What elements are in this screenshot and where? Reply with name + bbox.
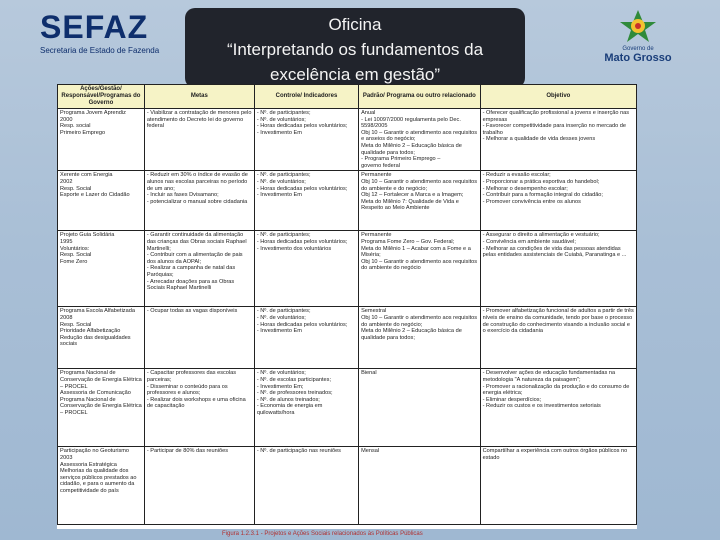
table-cell [254,231,358,307]
cell-line: - Melhorar a qualidade de vida desses jovens [482,136,596,143]
table-cell [144,109,254,171]
cell-line: Obj 10 – Garantir o atendimento aos requisitos do ambiente do negócio; [361,314,478,328]
table-cell [359,369,481,447]
table-row [58,109,637,171]
state-emblem-icon [616,8,660,44]
logo-subtitle: Secretaria de Estado de Fazenda [40,46,160,55]
cell-line: - Horas dedicadas pelos voluntários; [256,238,348,245]
table-cell [144,231,254,307]
cell-line: - Investimento Em; [256,383,304,390]
table-cell [480,109,636,171]
cell-line: - Promover a racionalização da produção e do consumo de energia elétrica; [482,383,630,397]
cell-line: Programa Nacional de Conservação de Energia Elétrica – PROCEL [60,396,142,416]
cell-line: Assessoria de Comunicação [60,390,131,397]
table-cell [58,307,145,369]
cell-line: - Nº. de voluntários; [256,178,306,185]
column-header: Objetivo [480,85,636,109]
cell-line: - potencializar o manual sobre cidadania [146,198,248,205]
cell-line: - Capacitar professores das escolas parceiras; [146,370,237,383]
cell-line: - Nº. de professores treinados; [256,390,333,397]
cell-line: - Contribuir para a formação integral do cidadão; [482,192,603,199]
cell-line: - Participar de 80% das reuniões [146,448,228,455]
cell-line: Obj 12 – Fortalecer a Marca e a Imagem; [361,192,464,199]
cell-line: Fome Zero [60,258,88,265]
cell-line: governo federal [361,162,400,169]
cell-line: - Horas dedicadas pelos voluntários; [256,123,348,130]
cell-line: - Arrecadar doações para as Obras Sociais Raphael Martinelli [146,278,235,292]
cell-line: - Garantir continuidade da alimentação das crianças das Obras sociais Raphael Martinelli; [146,232,247,252]
table-row [58,307,637,369]
table-row [58,231,637,307]
cell-line: Programa Jovem Aprendiz [60,110,126,116]
table-cell [480,447,636,525]
cell-line: Resp. Social [60,321,92,328]
social-projects-table [57,84,637,529]
cell-line: - Ocupar todas as vagas disponíveis [146,308,238,315]
table-cell [58,231,145,307]
cell-line: Programa Escola Alfabetizada [60,308,135,315]
cell-line: - Melhorar as condições de vida das pessoas atendidas pelas entidades assistenciais de Cuiabá, Paranatinga e ... [482,245,627,259]
cell-line: - Disseminar o conteúdo para os professores e alunos; [146,383,228,397]
cell-line: - Incluir as fases Dvisamano; [146,192,219,199]
cell-line: Prioridade Alfabetização [60,328,121,335]
cell-line: - Nº. de escolas participantes; [256,376,332,383]
cell-line: - Reduzir os custos e os investimentos setoriais [482,403,601,410]
cell-line: - Investimento Em [256,129,302,136]
table-cell [359,171,481,231]
cell-line: - Nº. de participantes; [256,232,311,239]
cell-line: 2008 [60,314,73,321]
cell-line: Bienal [361,370,377,377]
title-line: “Interpretando os fundamentos da [226,40,484,59]
cell-line: Primeiro Emprego [60,129,106,136]
sefaz-logo [40,10,160,70]
cell-line: - Nº. de voluntários; [256,116,306,123]
cell-line: - Realizar a campanha de natal das Paróquias; [146,265,236,278]
cell-line: - Economia de energia em quilowatts/hora [256,403,323,416]
cell-line: Melhorias da qualidade dos serviços públicos prestados ao cidadão, e para o aumento da competitividade do país [60,468,137,494]
cell-line: Redução das desigualdades sociais [60,334,131,348]
table-cell [144,307,254,369]
cell-line: - Desenvolver ações de educação fundamentadas na metodologia "A natureza da paisagem"; [482,370,616,383]
cell-line: Obj 10 – Garantir o atendimento aos requisitos do ambiente e do negócio; [361,178,478,192]
table-cell [359,307,481,369]
table-cell [480,369,636,447]
cell-line: Assessoria Estratégica [60,461,117,468]
column-header: Ações/Gestão/ Responsável/Programas do Governo [58,85,145,109]
cell-line: - Nº. de alunos treinados; [256,396,320,403]
cell-line: - Investimento Em [256,192,302,199]
cell-line: Resp. Social [60,252,92,259]
cell-line: 2002 [60,178,73,185]
government-logo [588,8,688,73]
table-cell [254,307,358,369]
cell-line: Mensal [361,448,380,455]
cell-line: 1995 [60,238,73,245]
table-row [58,369,637,447]
cell-line: Projeto Guia Solidária [60,232,115,239]
logo-text: SEFAZ [40,9,149,45]
cell-line: 2003 [60,454,73,461]
cell-line: - Assegurar o direito a alimentação e vestuário; [482,232,600,239]
cell-line: Obj 10 – Garantir o atendimento aos requisitos do ambiente do negócio [361,258,478,272]
cell-line: - Convivência em ambiente saudável; [482,238,576,245]
cell-line: Xerente com Energia [60,172,113,179]
cell-line: Programa Nacional de Conservação de Energia Elétrica – PROCEL [60,370,142,390]
cell-line: - Favorecer competitividade para inserção no mercado de trabalho [482,123,626,136]
cell-line: Meta do Milênio 1 – Acabar com a Fome e a Miséria; [361,245,471,259]
cell-line: - Promover alfabetização funcional de adultos a partir de três níveis de ensino da comunidade, tendo por base o processo de construção do conhecimento visando a inclusão social e o exercício da cidadania [482,308,634,335]
column-header: Padrão/ Programa ou outro relacionado [359,85,481,109]
cell-line: - Reduzir em 30% o índice de evasão de alunos nas escolas parceiras no período de um ano; [146,172,248,192]
cell-line: Obj 10 – Garantir o atendimento aos requisitos e anseios do negócio; [361,129,478,143]
table-cell [58,171,145,231]
cell-line: - Nº. de voluntários; [256,314,306,321]
table-cell [254,369,358,447]
cell-line: - Nº. de participantes; [256,308,311,315]
cell-line: Participação no Geoturismo [60,448,130,455]
table-row [58,171,637,231]
cell-line: - Investimento dos voluntários [256,245,332,252]
title-line: Oficina [328,15,382,34]
table-header-row [58,85,637,109]
cell-line: - Viabilizar a contratação de menores pelo atendimento do Decreto lei do governo federal [146,110,252,130]
cell-line: - Proporcionar a prática esportiva do handebol; [482,178,600,185]
column-header: Metas [144,85,254,109]
table-cell [480,171,636,231]
table-cell [144,369,254,447]
gov-label: Governo de [622,46,654,52]
cell-line: Permanente [361,172,392,179]
cell-line: - Oferecer qualificação profissional a jovens e inserção nas empresas [482,110,630,123]
cell-line: - Lei 10097/2000 regulamenta pelo Dec. 5598/2005 [361,116,461,130]
title-line: excelência em gestão” [269,65,441,84]
cell-line: - Nº. de voluntários; [256,370,306,377]
table-cell [359,109,481,171]
cell-line: - Nº. de participantes; [256,110,311,116]
table-cell [359,447,481,525]
column-header: Controle/ Indicadores [254,85,358,109]
figure-caption: Figura 1.2.3.1 - Projetos e Ações Sociais relacionados às Políticas Públicas [222,531,423,537]
cell-line: Meta do Milênio 2 – Educação básica de qualidade para todos; [361,328,462,341]
cell-line: - Reduzir a evasão escolar; [482,172,551,179]
cell-line: - Contribuir com a alimentação de pais dos alunos da AOPAI; [146,252,243,265]
cell-line: - Nº. de participação nas reuniões [256,448,341,455]
table-cell [58,369,145,447]
cell-line: Voluntários: [60,245,90,252]
cell-line: Resp. Social [60,185,92,192]
cell-line: - Investimento Em [256,328,302,335]
table-cell [254,447,358,525]
table-cell [58,447,145,525]
cell-line: Permanente [361,232,392,239]
cell-line: Programa Fome Zero – Gov. Federal; [361,238,455,245]
table-body [58,109,637,525]
table-cell [359,231,481,307]
gov-state: Mato Grosso [604,52,672,64]
cell-line: Meta do Milênio 2 – Educação básica de qualidade para todos; [361,142,462,156]
cell-line: Semestral [361,308,387,315]
cell-line: - Eliminar desperdícios; [482,396,542,403]
cell-line: Esporte e Lazer do Cidadão [60,192,130,199]
cell-line: - Nº. de participantes; [256,172,311,179]
cell-line: Resp. social [60,123,91,130]
cell-line: Compartilhar a experiência com outros órgãos públicos no estado [482,448,628,461]
cell-line: - Horas dedicadas pelos voluntários; [256,185,348,192]
cell-line: - Melhorar o desempenho escolar; [482,185,568,192]
cell-line: - Realizar dois workshops e uma oficina de capacitação [146,396,246,410]
cell-line: Meta do Milênio 7: Qualidade de Vida e Respeito ao Meio Ambiente [361,198,459,212]
cell-line: - Programa Primeiro Emprego – [361,156,441,163]
cell-line: Anual [361,110,376,116]
table-cell [144,447,254,525]
table-cell [144,171,254,231]
table-cell [254,171,358,231]
cell-line: 2000 [60,116,73,123]
table-row [58,447,637,525]
table-cell [480,307,636,369]
page-title [185,12,525,87]
table-cell [254,109,358,171]
table-cell [58,109,145,171]
cell-line: - Promover convivência entre os alunos [482,198,581,205]
cell-line: - Horas dedicadas pelos voluntários; [256,321,348,328]
table-cell [480,231,636,307]
